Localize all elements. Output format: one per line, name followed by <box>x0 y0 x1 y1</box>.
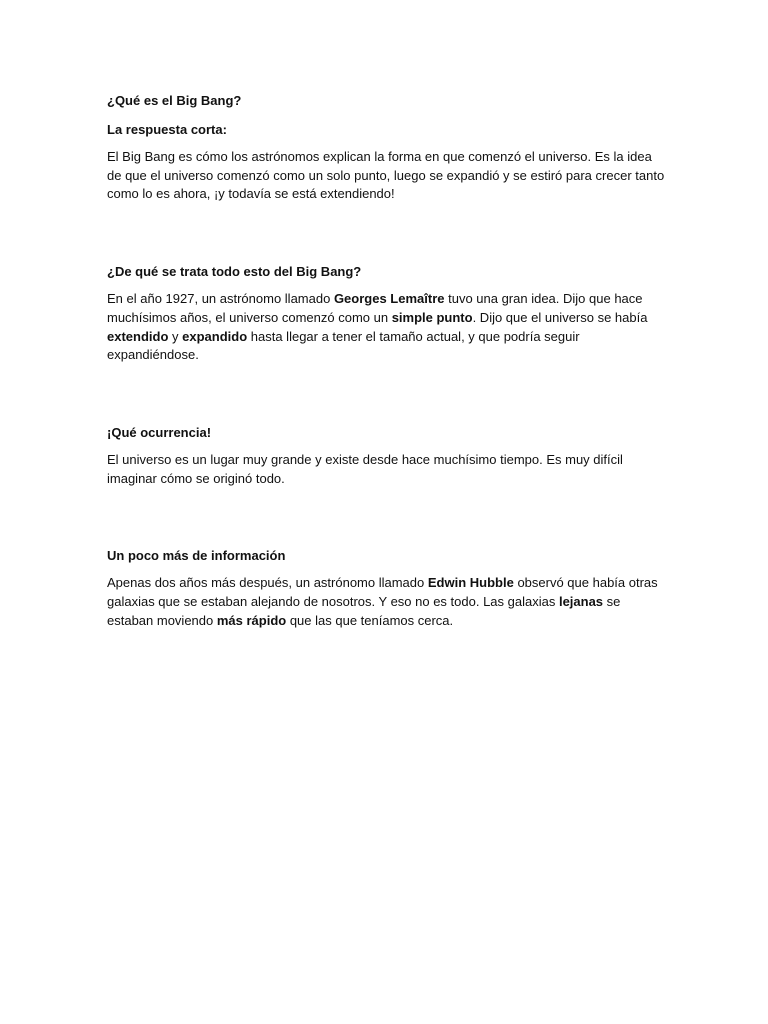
paragraph-text: hasta llegar a tener el tamaño actual, y que podría seguir expandiéndose. <box>107 328 580 363</box>
section-what-an-idea <box>107 423 667 488</box>
paragraph-text: que las que teníamos cerca. <box>286 612 454 628</box>
paragraph-text: se estaban moviendo <box>107 594 621 628</box>
section-subheading: La respuesta corta: <box>107 122 227 137</box>
paragraph-text: El Big Bang es cómo los astrónomos explican la forma en que comenzó el universo. Es la idea de que el universo comenzó como un solo punto, luego se expandió y se estiró para crecer tanto como lo es ahora, ¡y todavía se está extendiendo! <box>107 149 665 202</box>
paragraph-bold-text: Georges Lemaître <box>333 291 445 307</box>
paragraph-bold-text: más rápido <box>216 612 287 628</box>
paragraph-text: y <box>168 328 183 344</box>
paragraph-text: . Dijo que el universo se había <box>472 309 648 325</box>
paragraph-text: En el año 1927, un astrónomo llamado <box>107 291 334 307</box>
paragraph-bold-text: Edwin Hubble <box>427 575 514 591</box>
section-heading: ¿De qué se trata todo esto del Big Bang? <box>107 264 362 280</box>
paragraph-bold-text: extendido <box>107 328 169 344</box>
section-paragraph <box>107 290 667 365</box>
paragraph-bold-text: lejanas <box>558 594 604 610</box>
paragraph-text: observó que había otras galaxias que se estaban alejando de nosotros. Y eso no es todo. Las galaxias <box>107 575 658 610</box>
section-heading: ¡Qué ocurrencia! <box>107 424 212 440</box>
section-about-big-bang <box>107 262 667 365</box>
paragraph-bold-text: simple punto <box>391 309 473 325</box>
section-heading: ¿Qué es el Big Bang? <box>107 93 242 108</box>
section-paragraph <box>107 148 667 204</box>
section-what-is-big-bang <box>107 91 667 204</box>
document-page <box>107 91 667 630</box>
section-paragraph <box>107 451 667 488</box>
section-more-info <box>107 546 667 630</box>
paragraph-text: El universo es un lugar muy grande y existe desde hace muchísimo tiempo. Es muy difícil imaginar cómo se originó todo. <box>107 451 623 486</box>
section-paragraph <box>107 574 667 630</box>
paragraph-text: Apenas dos años más después, un astrónomo llamado <box>107 575 428 591</box>
section-heading: Un poco más de información <box>107 548 286 564</box>
paragraph-text: tuvo una gran idea. Dijo que hace muchísimos años, el universo comenzó como un <box>107 291 643 325</box>
paragraph-bold-text: expandido <box>182 328 248 344</box>
